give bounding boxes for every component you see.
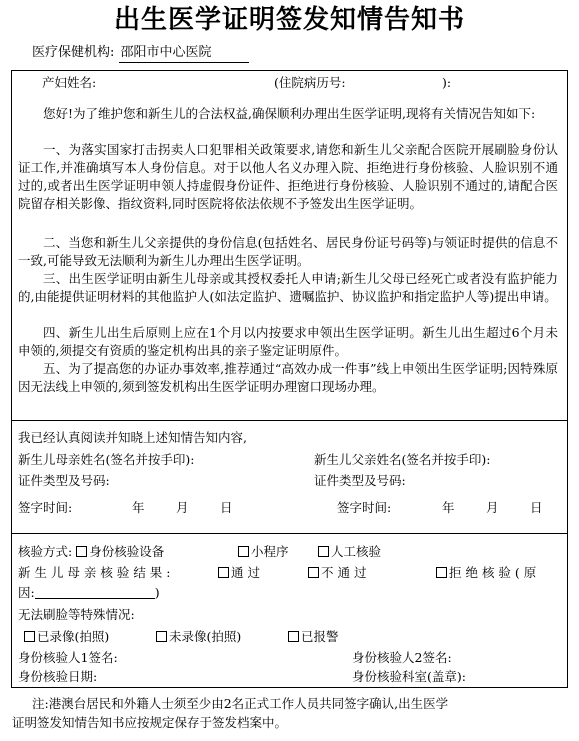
institution-value[interactable]: 邵阳市中心医院 <box>119 44 249 63</box>
verify-option-miniprogram: 小程序 <box>251 544 289 559</box>
institution-line <box>32 44 249 63</box>
verify-method-line <box>18 543 164 561</box>
checkbox-icon[interactable] <box>238 546 249 557</box>
father-sign-time-label[interactable]: 签字时间: <box>337 500 392 515</box>
record-number-close: ): <box>442 75 452 90</box>
result-fail-group <box>308 564 366 582</box>
checkbox-icon[interactable] <box>24 631 35 642</box>
result-refuse: 拒 绝 核 验 ( 原 <box>449 565 537 580</box>
notice-item-1: 一、为落实国家打击拐卖人口犯罪相关政策要求,请您和新生儿父亲配合医院开展刷脸身份认证工作,并准确填写本人身份信息。对于以他人名义办理入院、拒绝进行身份核验、人脸识别不通过的,或者出生医学证明申领人持虚假身份证件、拒绝进行身份核验、人脸识别不通过的,请配合医院留存相关影像、指纹资料,同时医院将依法依规不予签发出生医学证明。 <box>18 142 558 211</box>
greeting-paragraph: 您好!为了维护您和新生儿的合法权益,确保顺利办理出生医学证明,现将有关情况告知如下: <box>43 106 536 121</box>
refuse-reason-prefix: 因: <box>18 585 35 600</box>
footnote-line-2: 证明签发知情告知书应按规定保存于签发档案中。 <box>12 715 288 730</box>
father-sign-day: 日 <box>530 500 543 515</box>
result-refuse-group <box>436 564 536 582</box>
notice-item-3: 三、出生医学证明由新生儿母亲或其授权委托人申请;新生儿父母已经死亡或者没有监护能力的,由能提供证明材料的其他监护人(如法定监护、遗嘱监护、协议监护和指定监护人等)提出申请。 <box>18 271 558 304</box>
result-fail: 不 通 过 <box>321 565 367 580</box>
mother-sign-month: 月 <box>176 500 189 515</box>
special-recorded-group <box>24 628 109 646</box>
read-statement: 我已经认真阅读并知晓上述知情告知内容, <box>18 430 247 445</box>
checkbox-icon[interactable] <box>288 631 299 642</box>
document-title: 出生医学证明签发知情告知书 <box>113 5 465 35</box>
mother-id-field[interactable]: 证件类型及号码: <box>18 473 110 488</box>
refuse-reason-close: ) <box>154 585 160 600</box>
checkbox-icon[interactable] <box>308 567 319 578</box>
mother-signature-field[interactable]: 新生儿母亲姓名(签名并按手印): <box>18 452 195 467</box>
record-number-label[interactable]: (住院病历号: <box>274 75 346 90</box>
special-recorded: 已录像(拍照) <box>37 629 110 644</box>
notice-item-5: 五、为了提高您的办证办事效率,推荐通过“高效办成一件事”线上申领出生医学证明;因特殊原因无法线上申领的,须到签发机构出生医学证明办理窗口现场办理。 <box>18 361 558 394</box>
mother-sign-time-label[interactable]: 签字时间: <box>18 500 73 515</box>
verify-method-label: 核验方式: <box>18 544 73 559</box>
special-case-label: 无法刷脸等特殊情况: <box>18 607 135 622</box>
form-frame <box>11 70 568 688</box>
result-pass-group <box>218 564 260 582</box>
notice-section <box>12 71 567 421</box>
notice-item-4: 四、新生儿出生后原则上应在1个月以内按要求申领出生医学证明。新生儿出生超过6个月未申领的,须提交有资质的鉴定机构出具的亲子鉴定证明原件。 <box>18 325 558 358</box>
special-not-recorded: 未录像(拍照) <box>169 629 242 644</box>
patient-name-label[interactable]: 产妇姓名: <box>42 75 97 90</box>
verify-option-manual-group <box>318 543 381 561</box>
checkbox-icon[interactable] <box>156 631 167 642</box>
footnote <box>12 694 552 732</box>
verify-dept-stamp[interactable]: 身份核验科室(盖章): <box>352 669 466 684</box>
father-signature-field[interactable]: 新生儿父亲姓名(签名并按手印): <box>314 452 491 467</box>
checkbox-icon[interactable] <box>436 567 447 578</box>
special-police-group <box>288 628 339 646</box>
verify-date-field[interactable]: 身份核验日期: <box>18 669 98 684</box>
special-police: 已报警 <box>301 629 339 644</box>
refuse-reason-line <box>18 584 160 602</box>
father-sign-year: 年 <box>442 500 455 515</box>
mother-sign-year: 年 <box>132 500 145 515</box>
notice-item-2: 二、当您和新生儿父亲提供的身份信息(包括姓名、居民身份证号码等)与领证时提供的信息不一致,可能导致无法顺利为新生儿办理出生医学证明。 <box>18 235 558 268</box>
verifier-2-signature[interactable]: 身份核验人2签名: <box>352 650 452 665</box>
footnote-line-1: 注:港澳台居民和外籍人士须至少由2名正式工作人员共同签字确认,出生医学 <box>32 696 449 711</box>
father-id-field[interactable]: 证件类型及号码: <box>314 473 406 488</box>
institution-label: 医疗保健机构: <box>32 45 115 60</box>
verify-option-device: 身份核验设备 <box>89 544 165 559</box>
result-pass: 通 过 <box>231 565 260 580</box>
verification-section <box>12 534 567 689</box>
checkbox-icon[interactable] <box>318 546 329 557</box>
father-sign-month: 月 <box>486 500 499 515</box>
checkbox-icon[interactable] <box>218 567 229 578</box>
checkbox-icon[interactable] <box>76 546 87 557</box>
refuse-reason-field[interactable] <box>35 586 155 599</box>
verify-option-miniprogram-group <box>238 543 289 561</box>
mother-result-label: 新 生 儿 母 亲 核 验 结 果 : <box>18 565 171 580</box>
mother-sign-day: 日 <box>220 500 233 515</box>
special-not-recorded-group <box>156 628 241 646</box>
signature-section <box>12 421 567 534</box>
verifier-1-signature[interactable]: 身份核验人1签名: <box>18 650 118 665</box>
verify-option-manual: 人工核验 <box>331 544 382 559</box>
